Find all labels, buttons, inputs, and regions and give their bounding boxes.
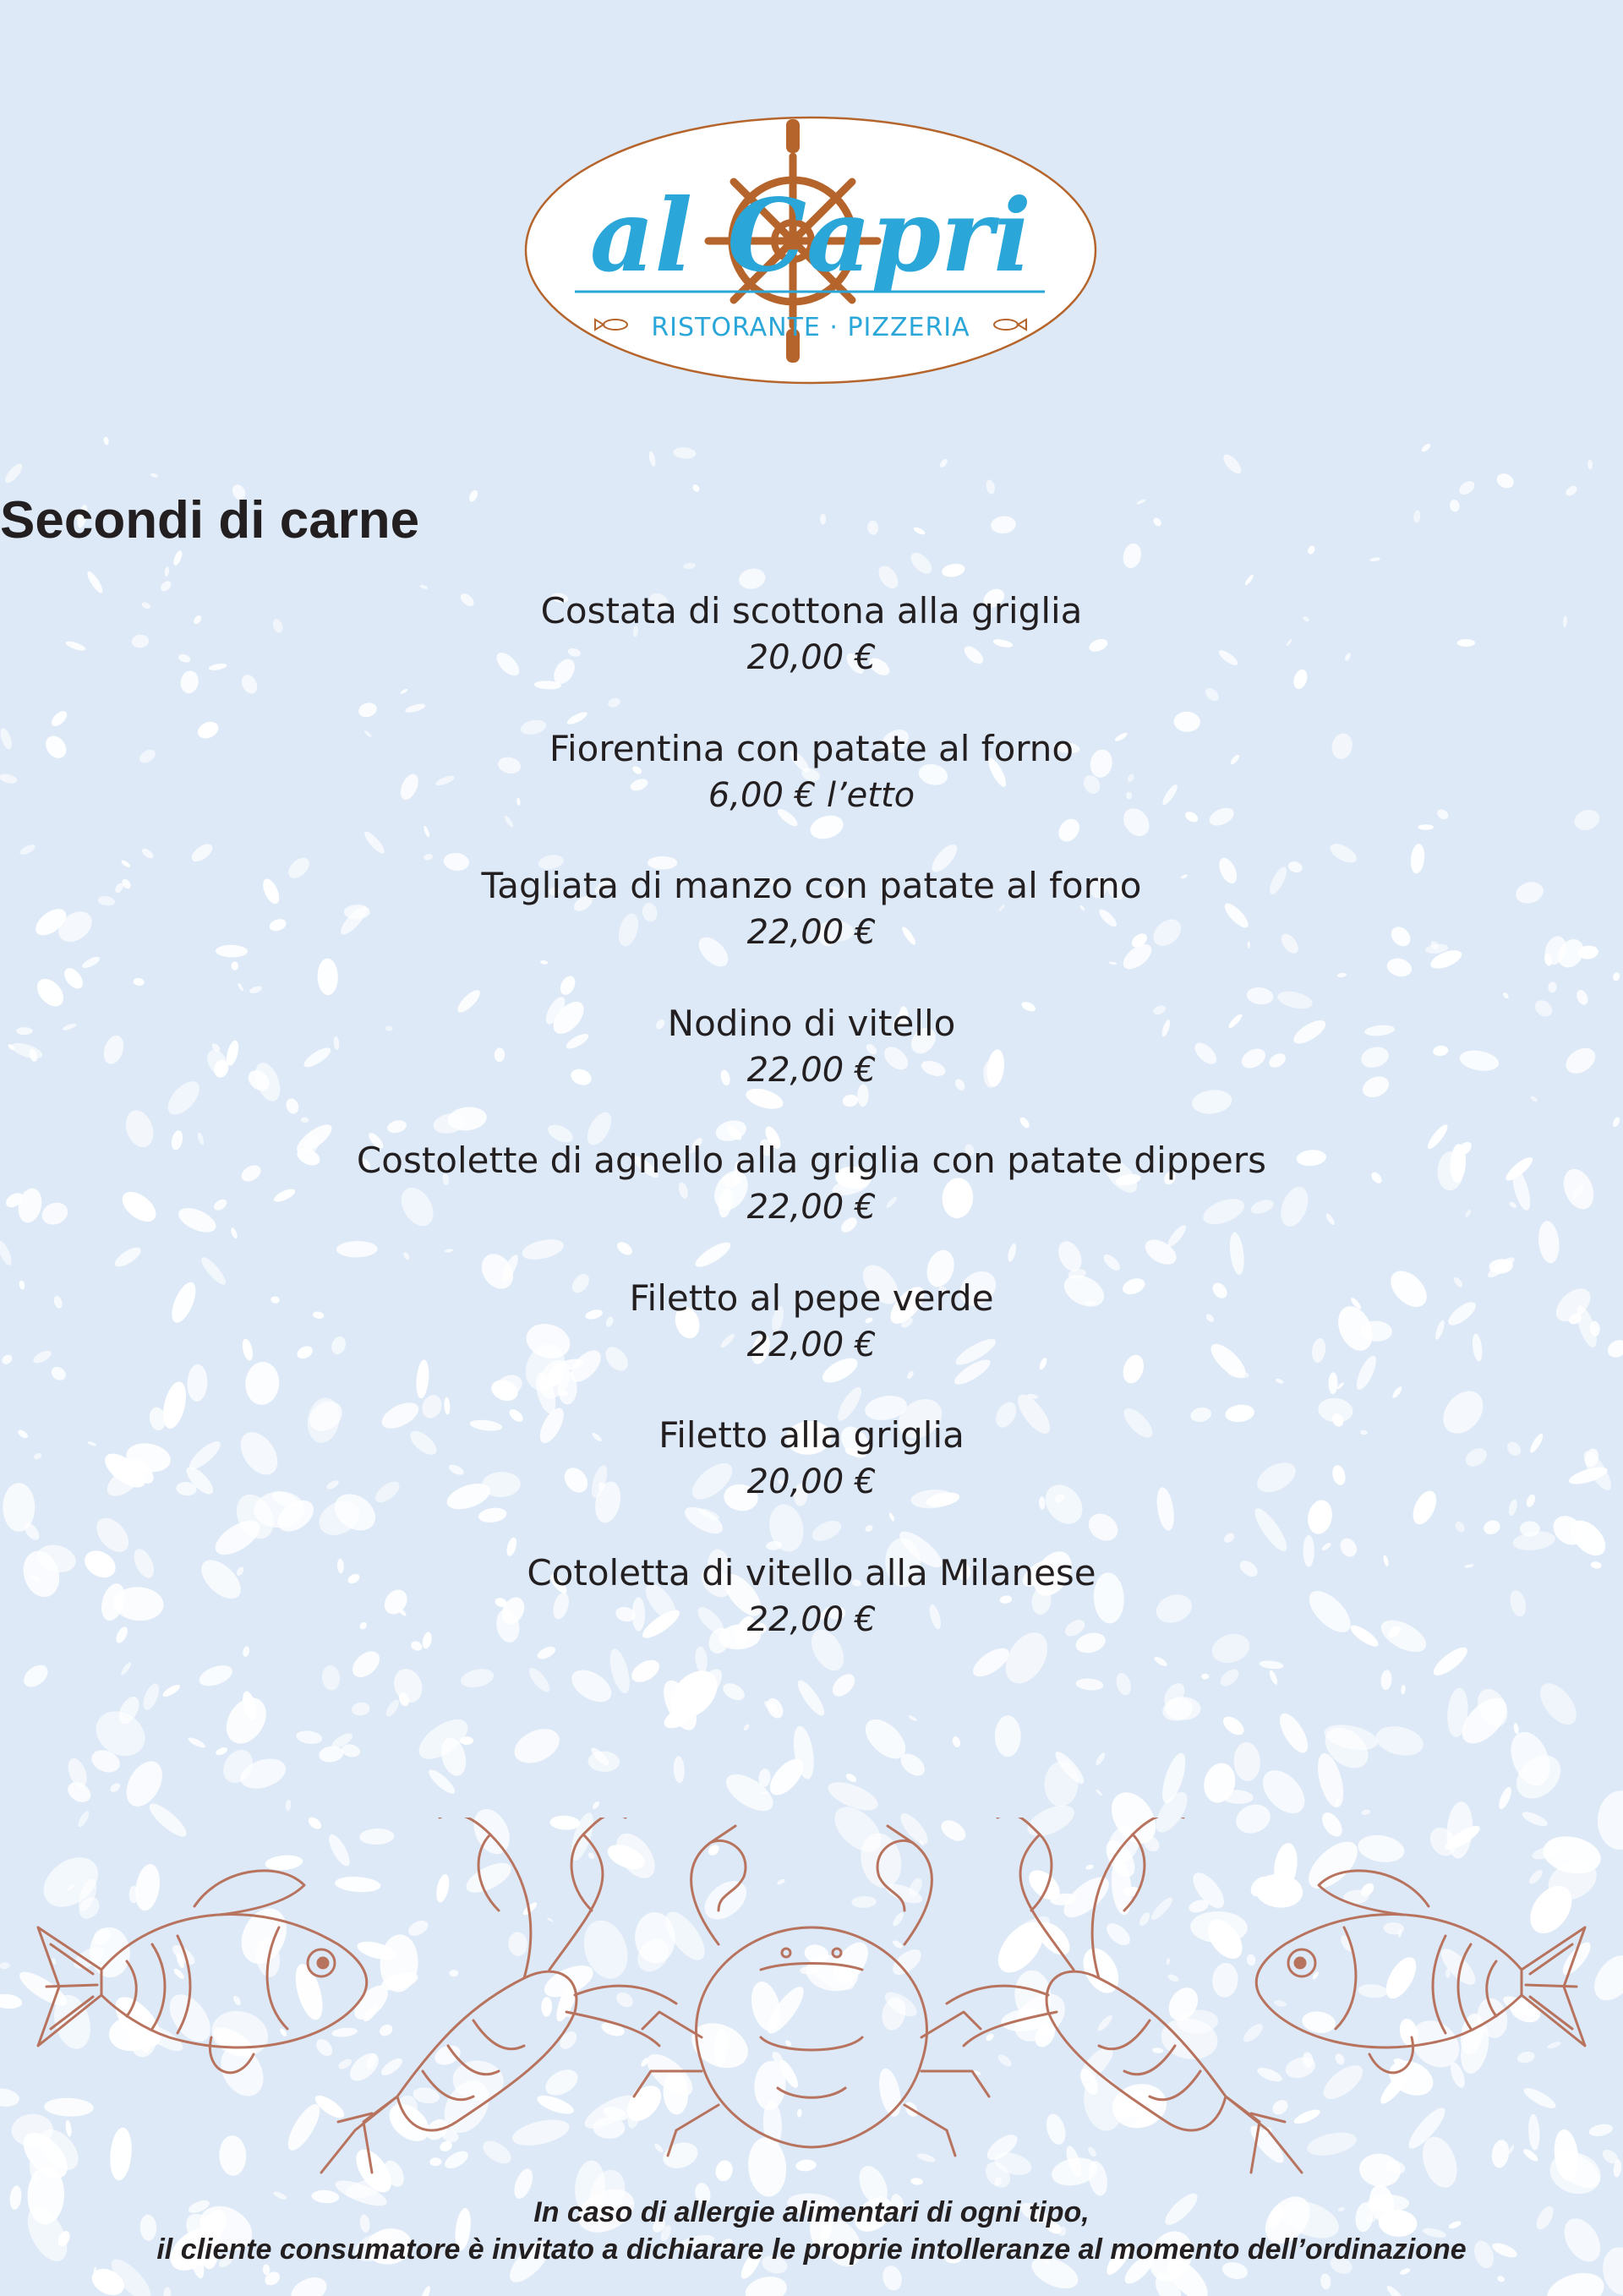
menu-item-price: 22,00 € (746, 1325, 877, 1364)
menu-item (0, 1550, 1623, 1643)
allergy-notice-line-2: il cliente consumatore è invitato a dichiarare le proprie intolleranze al momento dell’ordinazione (156, 2233, 1467, 2266)
menu-item-name: Nodino di vitello (667, 1002, 956, 1044)
logo-name: al Capri (589, 177, 1032, 294)
menu-item-price: 22,00 € (746, 1599, 877, 1639)
menu-item (0, 1137, 1623, 1230)
allergy-notice-line-1: In caso di allergie alimentari di ogni tipo, (533, 2196, 1090, 2228)
menu-item-price: 22,00 € (746, 1188, 877, 1227)
menu-item-name: Tagliata di manzo con patate al forno (481, 865, 1142, 906)
menu-item-price: 20,00 € (746, 1462, 877, 1501)
menu-item-name: Filetto alla griglia (658, 1414, 965, 1456)
seafood-illustration (0, 1818, 1623, 2223)
menu-item-name: Filetto al pepe verde (629, 1276, 994, 1319)
crab-illustration (634, 1826, 989, 2156)
menu-item-name: Fiorentina con patate al forno (549, 727, 1074, 769)
menu-item (0, 1000, 1623, 1093)
menu-item-price: 22,00 € (746, 1050, 877, 1090)
menu-item (0, 862, 1623, 955)
fish-right-illustration (1256, 1871, 1585, 2073)
menu-item-price: 22,00 € (746, 913, 877, 952)
menu-item-name: Cotoletta di vitello alla Milanese (527, 1551, 1096, 1594)
lobster-right-illustration (947, 1818, 1302, 2173)
fish-left-illustration (38, 1871, 367, 2073)
menu-item-price: 20,00 € (746, 638, 877, 677)
menu-item (0, 588, 1623, 681)
menu-item-price: 6,00 € l’etto (708, 775, 915, 815)
logo-tagline: RISTORANTE · PIZZERIA (651, 313, 970, 342)
menu-item (0, 725, 1623, 818)
menu-item (0, 1412, 1623, 1505)
allergy-notice (0, 2194, 1623, 2268)
menu-item (0, 1275, 1623, 1368)
restaurant-logo (522, 114, 1099, 386)
menu-item-name: Costata di scottona alla griglia (540, 590, 1083, 631)
menu-item-name: Costolette di agnello alla griglia con patate dippers (356, 1140, 1267, 1181)
menu-section-title: Secondi di carne (0, 491, 420, 549)
lobster-left-illustration (321, 1818, 676, 2173)
